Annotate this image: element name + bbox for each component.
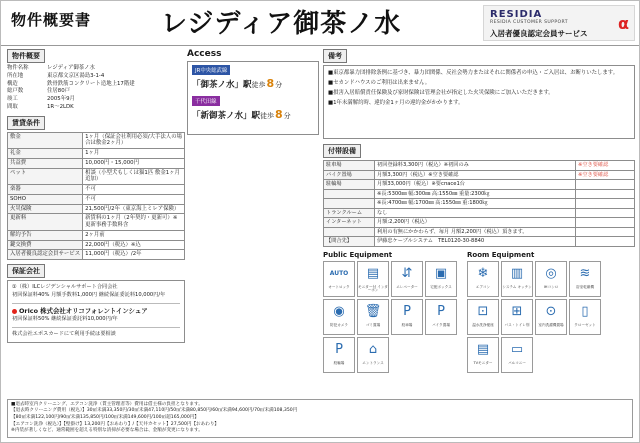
table-row: [324, 161, 635, 171]
facility-key: バイク置場: [324, 170, 375, 180]
equipment-item: [425, 261, 457, 297]
terms-value: 不可: [83, 194, 185, 204]
table-row: [8, 214, 185, 231]
equipment-item: [535, 261, 567, 297]
footer-line: ※内装が著しくなど、通常範囲を超える特別な清掃が必要な場合は、金額が変更になります。: [11, 428, 203, 434]
room-equipment-grid: [467, 261, 633, 373]
table-row: [8, 132, 185, 149]
divider: [12, 303, 180, 304]
facility-value: ※長:4700㎜ 幅:1700㎜ 高:1550㎜ 重:1800㎏: [375, 199, 576, 209]
equipment-item: [501, 337, 533, 373]
remark-item: ■損害入居賠償責任保険及び家財保険は管理会社が指定した火災保険にご加入いただきます。: [328, 90, 554, 97]
footer-notes: [7, 399, 633, 438]
outline-table: [7, 65, 185, 112]
access-line-name: JR中央総武線: [192, 65, 230, 75]
terms-value: 10,000円・15,000円: [83, 158, 185, 168]
walk-suffix: 分: [283, 112, 291, 120]
table-row: [324, 227, 635, 237]
outline-value: 鉄骨鉄筋コンクリート造地上17階建: [47, 80, 135, 87]
access-route: [192, 96, 314, 121]
middle-column: [187, 49, 319, 135]
outline-key: 総戸数: [7, 88, 24, 95]
divider: [12, 327, 180, 328]
facility-key: 【問合先】: [324, 237, 375, 247]
logo-service: 入居者優良認定会員サービス: [490, 29, 588, 38]
table-row: [324, 237, 635, 247]
equipment-item: [357, 299, 389, 335]
intercom-icon: ▤: [366, 266, 380, 281]
table-row: [324, 180, 635, 190]
equipment-item: [323, 337, 355, 373]
table-row: [324, 189, 635, 199]
equipment-caption: 防犯カメラ: [330, 322, 348, 327]
facility-key: [324, 199, 375, 209]
security-camera-icon: ◉: [333, 304, 345, 319]
equipment-item: [569, 299, 601, 335]
delivery-box-icon: ▣: [434, 266, 448, 281]
table-row: [8, 250, 185, 260]
orico-mark-icon: [12, 309, 17, 314]
terms-value: 22,000円（税込）※込: [83, 240, 185, 250]
walk-suffix: 分: [275, 81, 283, 89]
property-name-heading: レジディア御茶ノ水: [161, 9, 402, 39]
access-route: [192, 65, 314, 90]
table-row: [8, 168, 185, 185]
equipment-caption: 駐輪場: [333, 360, 345, 365]
elevator-icon: ⇵: [401, 266, 413, 281]
table-row: [8, 194, 185, 204]
terms-key: 共益費: [8, 158, 83, 168]
equipment-caption: バルコニー: [508, 360, 526, 365]
equipment-caption: バス・トイレ別: [504, 322, 530, 327]
tv-intercom-icon: ▤: [476, 342, 490, 357]
terms-key: 入居者優良認定会員サービス: [8, 250, 83, 260]
terms-key: 鍵交換費: [8, 240, 83, 250]
facility-value: 月額:2,200円（税込）: [375, 218, 576, 228]
footer-line: ■退去時室内クリーニング、エアコン洗浄（賃主管理者等）費用は借主様の負担となります。: [11, 401, 203, 407]
outline-value: 住居80戸: [47, 88, 71, 95]
facility-note: [576, 180, 635, 190]
document-title: 物件概要書: [11, 11, 92, 29]
equipment-caption: システム キッチン: [502, 284, 532, 289]
terms-value: 2ヶ月前: [83, 230, 185, 240]
logo-subtitle: RESIDIA CUSTOMER SUPPORT: [490, 20, 568, 25]
equipment-caption: ゴミ置場: [365, 322, 381, 327]
equipment-caption: 浴室乾燥機: [576, 284, 594, 289]
access-station-line: [192, 108, 314, 121]
table-row: [7, 104, 185, 112]
walk-minutes: 8: [275, 108, 283, 121]
equipment-caption: 温水洗浄便座: [472, 322, 494, 327]
equipment-item: [357, 261, 389, 297]
equipment-item: [467, 337, 499, 373]
table-row: [8, 185, 185, 195]
access-line-name: 千代田線: [192, 96, 220, 106]
terms-section-label: 賃貸条件: [7, 116, 45, 130]
bath-dryer-icon: ≋: [579, 266, 591, 281]
footer-line: 【エアコン洗浄（税込）】【壁掛け】13,200円【おあわり】/【天井カセット】27,500円【おあわり】: [11, 421, 220, 427]
equipment-item: [391, 261, 423, 297]
terms-key: SOHO: [8, 194, 83, 204]
separate-bath-toilet-icon: ⊞: [511, 304, 523, 319]
terms-key: ペット: [8, 168, 83, 185]
table-row: [7, 81, 185, 89]
equipment-caption: エアコン: [475, 284, 491, 289]
equipment-item: [467, 299, 499, 335]
facility-note: [576, 237, 635, 247]
facility-note: ※空き要確認: [576, 161, 635, 171]
remark-item: ■東京都暴力団排除条例に基づき、暴力団関係、反社会勢力またはそれに関係者の申込・ご入居は、お断りいたします。: [328, 70, 619, 76]
parking-icon: P: [403, 304, 411, 319]
table-row: [7, 65, 185, 73]
remarks-box: [323, 65, 635, 139]
logo-alpha-mark: α: [618, 14, 629, 33]
footer-line: 【退去時クリーニング費用（税込）】30㎡未満33,350円/30㎡未満47,110円/50㎡未満80,850円/60㎡未満94,600円/70㎡未満108,350円: [11, 408, 298, 414]
facility-value: 初回登録料3,300円（税込）※初回のみ: [375, 161, 576, 171]
outline-key: 物件名称: [7, 65, 29, 71]
footer-box: [7, 399, 633, 438]
terms-value: 1ヶ月: [83, 149, 185, 159]
bicycle-parking-icon: P: [335, 342, 343, 357]
bike-parking-icon: P: [437, 304, 445, 319]
outline-value: 1R～2LDK: [47, 103, 74, 110]
equipment-caption: 駐車場: [401, 322, 413, 327]
outline-value: 2005年9月: [47, 96, 75, 102]
table-row: [324, 208, 635, 218]
remarks-section-label: 備考: [323, 49, 347, 63]
trash-room-icon: 🗑: [364, 304, 382, 319]
facility-note: [576, 227, 635, 237]
table-row: [7, 88, 185, 96]
facility-key: [324, 189, 375, 199]
equipment-caption: エントランス: [362, 360, 384, 365]
facility-note: [576, 218, 635, 228]
outline-key: 間取: [7, 103, 18, 110]
guarantee-company-1: ①（株）ILCレジデンシャルサポート合同会社: [12, 284, 118, 290]
terms-table: [7, 132, 185, 261]
terms-key: 楽器: [8, 185, 83, 195]
public-equipment-section: [323, 247, 457, 373]
facility-value: 月額3,300円（税込）※空き要確認: [375, 170, 576, 180]
table-row: [8, 230, 185, 240]
equipment-item: [425, 299, 457, 335]
system-kitchen-icon: ▥: [510, 266, 524, 281]
table-row: [7, 96, 185, 104]
terms-key: 解約予告: [8, 230, 83, 240]
washing-machine-icon: ⊙: [545, 304, 557, 319]
terms-key: 礼金: [8, 149, 83, 159]
table-row: [7, 73, 185, 81]
equipment-caption: IHコンロ: [543, 284, 559, 289]
remark-item: ■セカンドハウスのご利用は出来ません。: [328, 80, 431, 87]
facility-key: トランクルーム: [324, 208, 375, 218]
facilities-table: [323, 160, 635, 247]
table-row: [324, 218, 635, 228]
access-station: 「新御茶ノ水」駅: [192, 111, 261, 121]
facility-value: 伊藤忠ケーブルシステム TEL0120-30-8840: [375, 237, 576, 247]
right-column: [323, 49, 635, 373]
equipment-caption: 宅配ボックス: [430, 284, 452, 289]
equipment-caption: オートロック: [328, 284, 350, 289]
facility-value: ※長:5300㎜ 幅:300㎜ 高:1550㎜ 重量:2300㎏: [375, 189, 576, 199]
balcony-icon: ▭: [510, 342, 524, 357]
closet-icon: ▯: [581, 304, 589, 319]
public-equipment-title: Public Equipment: [323, 250, 393, 259]
air-conditioner-icon: ❄: [477, 266, 489, 281]
outline-key: 竣工: [7, 96, 18, 102]
terms-value: 11,000円（税込）/2年: [83, 250, 185, 260]
left-column: [7, 49, 185, 343]
outline-section-label: 物件概要: [7, 49, 45, 63]
room-equipment-section: [467, 247, 633, 373]
ih-stove-icon: ◎: [545, 266, 557, 281]
equipment-item: [501, 299, 533, 335]
table-row: [8, 158, 185, 168]
equipment-item: [323, 261, 355, 297]
facility-value: 月額33,000円（税込）※要спace1台: [375, 180, 576, 190]
outline-key: 構造: [7, 80, 18, 87]
equipment-item: [467, 261, 499, 297]
terms-value: 新賃料の1ヶ月（2年契約・更新可）※更新事務手数料含: [83, 214, 185, 231]
equipment-item: [535, 299, 567, 335]
washlet-icon: ⊡: [477, 304, 489, 319]
access-station-line: [192, 77, 314, 90]
equipment-item: [357, 337, 389, 373]
guarantee-fee-1: 初回保証料40% 月額手数料1,000円 継続保証委託料10,000円/年: [12, 291, 166, 298]
facility-note: [576, 189, 635, 199]
facility-value: 利用の有無にかかわらず、毎月 月額2,200円（税込）頂きます。: [375, 227, 576, 237]
outline-key: 所在地: [7, 72, 24, 79]
residia-logo: [483, 5, 635, 41]
terms-key: 更新料: [8, 214, 83, 231]
equipment-caption: バイク置場: [432, 322, 450, 327]
guarantee-box: [7, 280, 185, 343]
equipment-caption: 室内洗濯機置場: [538, 322, 564, 327]
facilities-section-label: 付帯設備: [323, 144, 361, 158]
table-row: [324, 170, 635, 180]
equipment-caption: クローゼット: [574, 322, 596, 327]
outline-value: 東京都文京区湯島3-1-4: [47, 72, 105, 79]
outline-value: レジディア御茶ノ水: [47, 65, 95, 71]
remark-item: ■1年未満解約時、違約金1ヶ月の違約金がかかります。: [328, 100, 464, 107]
facility-key: 駐車場: [324, 161, 375, 171]
facility-key: インターネット: [324, 218, 375, 228]
equipment-item: [323, 299, 355, 335]
table-row: [8, 240, 185, 250]
facility-value: なし: [375, 208, 576, 218]
footer-line: 【80㎡未満122,100円/90㎡未満135,850円/100㎡未満149,600円/100㎡超165,000円】: [11, 415, 199, 421]
public-equipment-grid: [323, 261, 457, 373]
room-equipment-title: Room Equipment: [467, 250, 535, 259]
terms-value: 不可: [83, 185, 185, 195]
guarantee-section-label: 保証会社: [7, 264, 45, 278]
equipment-caption: エレベーター: [396, 284, 418, 289]
table-row: [8, 204, 185, 214]
access-station: 「御茶ノ水」駅: [192, 80, 252, 90]
facility-key: 駐輪場: [324, 180, 375, 190]
facility-note: [576, 208, 635, 218]
terms-key: 火災保険: [8, 204, 83, 214]
access-box: [187, 61, 319, 135]
equipment-caption: TVモニター: [473, 360, 493, 365]
guarantee-note: 株式会社エポスカードにて利用手続は要相談: [12, 331, 116, 338]
document-header: [1, 1, 639, 46]
table-row: [324, 199, 635, 209]
terms-value: 相談（小型犬もしくは猫1匹 敷金1ヶ月追加）: [83, 168, 185, 185]
terms-key: 敷金: [8, 132, 83, 149]
entrance-icon: ⌂: [368, 342, 378, 357]
facility-key: [324, 227, 375, 237]
equipment-item: [391, 299, 423, 335]
facility-note: [576, 199, 635, 209]
walk-prefix: 徒歩: [251, 81, 266, 89]
terms-value: 1ヶ月（保証会社利用必須/大手法人の場合は敷金2ヶ月）: [83, 132, 185, 149]
auto-lock-icon: AUTO: [329, 270, 349, 277]
walk-prefix: 徒歩: [260, 112, 275, 120]
guarantee-fee-2: 初回保証料50% 継続保証委託料10,000円/年: [12, 316, 118, 323]
equipment-item: [569, 261, 601, 297]
access-section-title: Access: [187, 49, 222, 59]
table-row: [8, 149, 185, 159]
walk-minutes: 8: [266, 77, 275, 90]
terms-value: 21,500円/2年（東京海上ミレア保険）: [83, 204, 185, 214]
facility-note: ※空き要確認: [576, 170, 635, 180]
guarantee-company-2: Orico 株式会社オリコフォレントインシュア: [12, 307, 180, 317]
equipment-caption: モニター付 インターホン: [358, 284, 388, 293]
equipment-item: [501, 261, 533, 297]
logo-brand: RESIDIA: [490, 9, 543, 20]
